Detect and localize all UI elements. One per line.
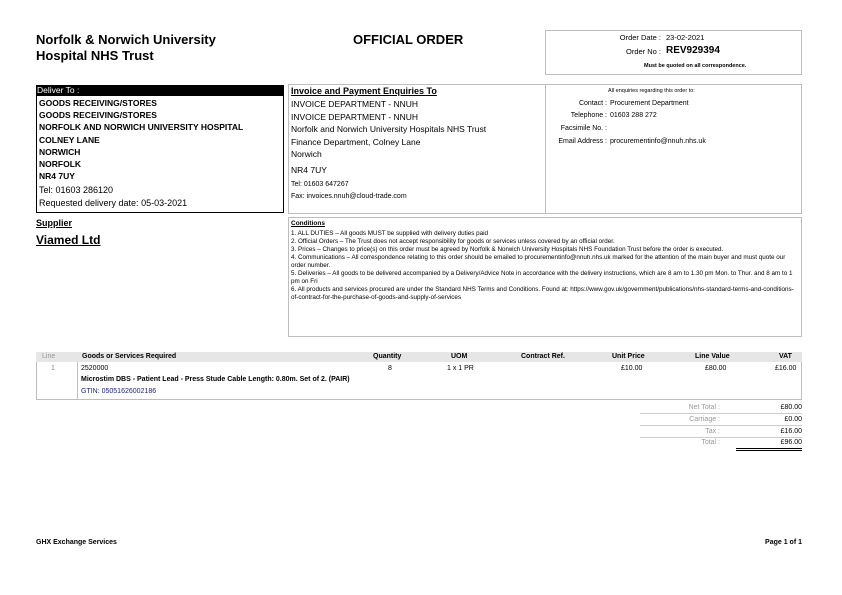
deliver-line: COLNEY LANE	[39, 134, 100, 145]
col-line-value-header: Line Value	[695, 353, 730, 360]
row-line-value: £80.00	[705, 365, 727, 372]
carriage-label: Carriage :	[689, 416, 720, 423]
order-date-label: Order Date :	[619, 33, 661, 42]
row-description: Microstim DBS - Patient Lead - Press Stude Cable Length: 0.80m. Set of 2. (PAIR)	[81, 376, 350, 383]
order-no-label: Order No :	[625, 47, 661, 56]
row-vat: £16.00	[775, 365, 797, 372]
supplier-name: Viamed Ltd	[36, 233, 101, 247]
telephone-label: Telephone :	[570, 112, 607, 119]
row-line-number: 1	[51, 365, 55, 372]
invoice-tel: Tel: 01603 647267	[291, 181, 349, 188]
table-header	[36, 352, 802, 362]
row-gtin: GTIN: 05051626002186	[81, 388, 157, 395]
total-double-underline	[736, 448, 802, 451]
invoice-line: INVOICE DEPARTMENT - NNUH	[291, 99, 419, 109]
invoice-heading: Invoice and Payment Enquiries To	[291, 86, 437, 96]
total-value: £96.00	[780, 439, 802, 446]
row-quantity: 8	[388, 365, 392, 372]
condition-item: 6. All products and services procured are under the Standard NHS Terms and Conditions. Found at: https://www.gov.uk/government/publications/nhs-standard-terms-and-conditions-of-contract-for-the-purchase-of-goods-and-supply-of-services	[291, 286, 794, 301]
footer-left: GHX Exchange Services	[36, 539, 117, 546]
trust-name-line2: Hospital NHS Trust	[36, 48, 154, 63]
deliver-to-address	[39, 97, 243, 182]
table-row	[36, 362, 802, 400]
order-info-box	[545, 30, 802, 75]
row-unit-price: £10.00	[621, 365, 643, 372]
total-label: Total :	[701, 439, 720, 446]
invoice-line: Norfolk and Norwich University Hospitals NHS Trust	[291, 124, 487, 134]
conditions-heading: Conditions	[291, 220, 325, 227]
col-unit-price-header: Unit Price	[612, 353, 645, 360]
order-number: REV929394	[666, 45, 720, 56]
totals-rule	[640, 413, 802, 414]
telephone-value: 01603 288 272	[610, 112, 657, 119]
carriage-value: £0.00	[784, 416, 802, 423]
trust-name-line1: Norfolk & Norwich University	[36, 32, 216, 47]
order-quote-note: Must be quoted on all correspondence.	[644, 63, 747, 69]
net-total-label: Net Total :	[688, 404, 720, 411]
invoice-line: Finance Department, Colney Lane	[291, 136, 421, 147]
requested-delivery-date: Requested delivery date: 05-03-2021	[39, 198, 188, 208]
tax-value: £16.00	[780, 428, 802, 435]
email-label: Email Address :	[558, 138, 607, 145]
enquiries-heading: All enquiries regarding this order to:	[608, 88, 695, 94]
row-product-code: 2520000	[81, 365, 109, 372]
col-vat-header: VAT	[779, 353, 792, 360]
col-contract-header: Contract Ref.	[521, 353, 565, 360]
deliver-line: NORFOLK	[39, 159, 82, 170]
deliver-to-heading: Deliver To :	[36, 85, 284, 95]
condition-item: 2. Official Orders – The Trust does not accept responsibility for goods or services unless covered by an official order.	[291, 238, 615, 245]
deliver-line: GOODS RECEIVING/STORES	[39, 98, 157, 108]
conditions-list	[291, 230, 799, 302]
col-line-header: Line	[42, 353, 56, 360]
invoice-address	[291, 98, 486, 176]
invoice-fax: Fax: invoices.nnuh@cloud-trade.com	[291, 193, 407, 200]
net-total-value: £80.00	[780, 404, 802, 411]
address-divider	[545, 84, 546, 214]
condition-item: 3. Prices – Changes to price(s) on this order must be agreed by Norfolk & Norwich University Hospitals NHS Foundation Trust before the order is executed.	[291, 246, 724, 253]
invoice-line: Norwich	[291, 149, 322, 159]
deliver-line: NORFOLK AND NORWICH UNIVERSITY HOSPITAL	[39, 122, 244, 133]
deliver-line: NORWICH	[39, 146, 81, 157]
deliver-line: GOODS RECEIVING/STORES	[39, 110, 157, 121]
document-title: OFFICIAL ORDER	[353, 32, 464, 47]
trust-name	[36, 32, 216, 64]
email-value: procurementinfo@nnuh.nhs.uk	[610, 138, 706, 145]
condition-item: 4. Communications – All correspondence relating to this order should be emailed to procurementinfo@nnuh.nhs.uk marked for the attention of the main buyer and must quote our order number.	[291, 254, 786, 269]
contact-label: Contact :	[578, 100, 607, 107]
deliver-tel: Tel: 01603 286120	[39, 185, 114, 195]
deliver-line: NR4 7UY	[39, 171, 75, 182]
col-goods-header: Goods or Services Required	[82, 353, 177, 360]
line-col-divider	[77, 362, 78, 399]
invoice-line: INVOICE DEPARTMENT - NNUH	[291, 111, 419, 122]
condition-item: 5. Deliveries – All goods to be delivered accompanied by a Delivery/Advice Note in accordance with the delivery instructions, which are 8 am to 1.30 pm Mon. to Thur. and 8 am to 1 pm on Fri	[291, 270, 793, 285]
facsimile-label: Facsimile No. :	[560, 125, 607, 132]
condition-item: 1. ALL DUTIES – All goods MUST be supplied with delivery duties paid	[291, 230, 489, 237]
col-uom-header: UOM	[451, 353, 468, 360]
col-quantity-header: Quantity	[373, 353, 402, 360]
order-date: 23-02-2021	[666, 33, 705, 42]
tax-label: Tax :	[705, 428, 720, 435]
invoice-line: NR4 7UY	[291, 164, 327, 175]
page-number: Page 1 of 1	[765, 539, 802, 546]
row-uom: 1 x 1 PR	[447, 365, 474, 372]
supplier-heading: Supplier	[36, 218, 73, 228]
totals-rule	[640, 425, 802, 426]
contact-value: Procurement Department	[610, 100, 689, 107]
totals-rule	[640, 437, 802, 438]
